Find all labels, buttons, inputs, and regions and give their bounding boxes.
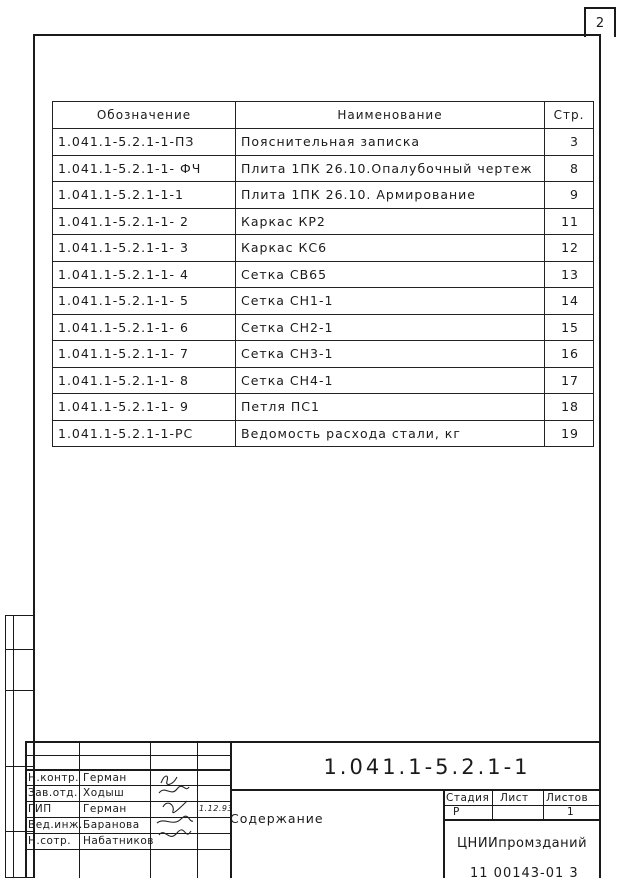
- tb-line: [25, 849, 230, 850]
- row-page: 14: [545, 288, 594, 315]
- row-name: Сетка СВ65: [236, 261, 545, 288]
- signer-name: Герман: [83, 772, 127, 784]
- signer-role: Вед.инж.: [28, 819, 83, 831]
- table-row: [53, 129, 594, 156]
- document-code: 1.041.1-5.2.1-1: [323, 755, 531, 779]
- header-name: Наименование: [236, 102, 545, 129]
- document-title: Содержание: [230, 811, 324, 826]
- row-designation: 1.041.1-5.2.1-1- 3: [53, 235, 236, 262]
- table-row: [53, 314, 594, 341]
- row-page: 3: [545, 129, 594, 156]
- tb-line: [25, 833, 230, 834]
- handwritten-signatures: [155, 771, 195, 851]
- strip-divider: [6, 649, 34, 650]
- contents-body: [53, 129, 594, 447]
- title-block: [25, 741, 601, 878]
- row-name: Плита 1ПК 26.10. Армирование: [236, 182, 545, 209]
- tb-line: [443, 805, 601, 806]
- strip-vertical-line: [13, 615, 14, 878]
- signer-role: Н.контр.: [28, 772, 79, 784]
- signer-name: Герман: [83, 803, 127, 815]
- row-designation: 1.041.1-5.2.1-1-1: [53, 182, 236, 209]
- sheet-number-box: [584, 7, 616, 37]
- table-row: [53, 155, 594, 182]
- row-designation: 1.041.1-5.2.1-1-РС: [53, 420, 236, 447]
- row-designation: 1.041.1-5.2.1-1-ПЗ: [53, 129, 236, 156]
- tb-line: [543, 789, 544, 819]
- tb-line: [25, 801, 230, 802]
- tb-line: [230, 789, 601, 791]
- tb-line: [25, 785, 230, 786]
- contents-header-row: [53, 102, 594, 129]
- stage-label: Стадия: [446, 792, 490, 804]
- stage-value: Р: [453, 806, 460, 818]
- row-page: 17: [545, 367, 594, 394]
- row-designation: 1.041.1-5.2.1-1- 6: [53, 314, 236, 341]
- row-name: Плита 1ПК 26.10.Опалубочный чертеж: [236, 155, 545, 182]
- organization-name: ЦНИИпромзданий: [456, 836, 588, 851]
- archive-number: 11 00143-01 3: [470, 866, 579, 881]
- table-row: [53, 235, 594, 262]
- signer-name: Ходыш: [83, 787, 125, 799]
- row-name: Каркас КР2: [236, 208, 545, 235]
- row-designation: 1.041.1-5.2.1-1- ФЧ: [53, 155, 236, 182]
- sheet-number: 2: [595, 16, 605, 31]
- row-page: 15: [545, 314, 594, 341]
- tb-line: [443, 789, 445, 878]
- row-page: 16: [545, 341, 594, 368]
- header-designation: Обозначение: [53, 102, 236, 129]
- row-name: Сетка СН4-1: [236, 367, 545, 394]
- row-designation: 1.041.1-5.2.1-1- 7: [53, 341, 236, 368]
- tb-line: [25, 741, 27, 878]
- sheets-value: 1: [567, 806, 575, 818]
- table-row: [53, 261, 594, 288]
- header-page: Стр.: [545, 102, 594, 129]
- tb-line: [150, 741, 151, 878]
- row-page: 8: [545, 155, 594, 182]
- row-page: 11: [545, 208, 594, 235]
- row-designation: 1.041.1-5.2.1-1- 4: [53, 261, 236, 288]
- row-designation: 1.041.1-5.2.1-1- 2: [53, 208, 236, 235]
- row-name: Петля ПС1: [236, 394, 545, 421]
- row-designation: 1.041.1-5.2.1-1- 9: [53, 394, 236, 421]
- signer-role: Зав.отд.: [28, 787, 78, 799]
- tb-line: [197, 741, 198, 878]
- table-row: [53, 182, 594, 209]
- row-page: 12: [545, 235, 594, 262]
- tb-line: [25, 817, 230, 818]
- tb-line: [443, 819, 601, 821]
- contents-table: [52, 101, 594, 447]
- strip-divider: [6, 690, 34, 691]
- row-page: 13: [545, 261, 594, 288]
- signature-date: 1.12.93: [199, 804, 234, 813]
- tb-line: [492, 789, 493, 819]
- row-name: Каркас КС6: [236, 235, 545, 262]
- tb-line: [25, 755, 230, 756]
- table-row: [53, 367, 594, 394]
- row-page: 19: [545, 420, 594, 447]
- row-name: Ведомость расхода стали, кг: [236, 420, 545, 447]
- row-page: 18: [545, 394, 594, 421]
- row-page: 9: [545, 182, 594, 209]
- row-designation: 1.041.1-5.2.1-1- 5: [53, 288, 236, 315]
- row-name: Сетка СН3-1: [236, 341, 545, 368]
- tb-line: [25, 741, 601, 743]
- table-row: [53, 394, 594, 421]
- signer-role: ГИП: [28, 803, 52, 815]
- row-designation: 1.041.1-5.2.1-1- 8: [53, 367, 236, 394]
- signer-role: Н.сотр.: [28, 835, 72, 847]
- table-row: [53, 288, 594, 315]
- tb-line: [79, 741, 80, 878]
- table-row: [53, 420, 594, 447]
- table-row: [53, 208, 594, 235]
- sheets-label: Листов: [546, 792, 589, 804]
- signer-name: Набатников: [83, 835, 154, 847]
- sheet-label: Лист: [500, 792, 529, 804]
- table-row: [53, 341, 594, 368]
- signer-name: Баранова: [83, 819, 140, 831]
- tb-line: [25, 769, 230, 771]
- row-name: Сетка СН1-1: [236, 288, 545, 315]
- row-name: Сетка СН2-1: [236, 314, 545, 341]
- row-name: Пояснительная записка: [236, 129, 545, 156]
